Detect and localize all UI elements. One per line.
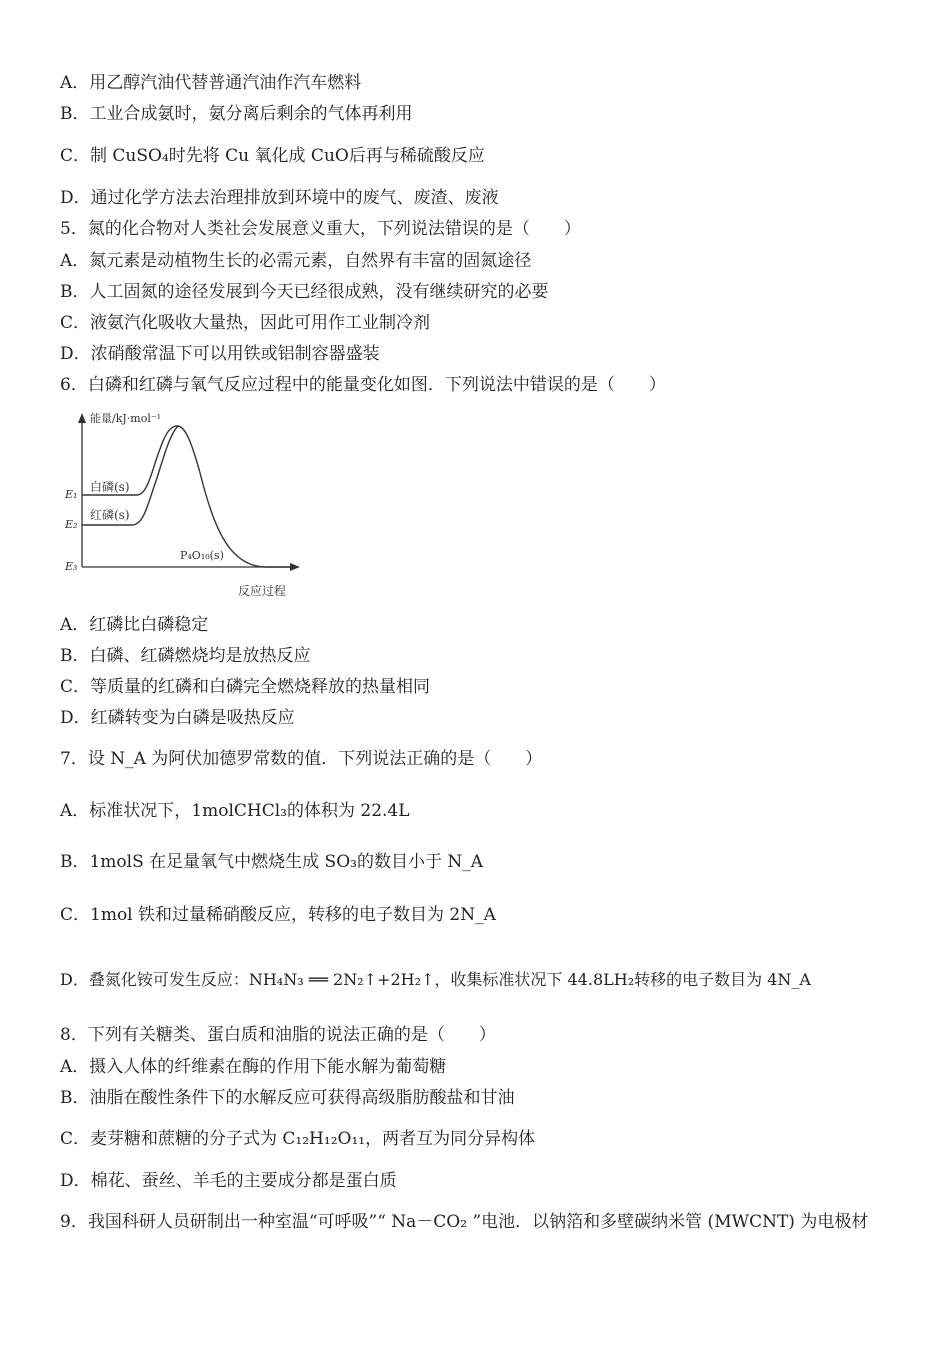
q8-option-a: A．摄入人体的纤维素在酶的作用下能水解为葡萄糖 <box>60 1057 447 1077</box>
white-p-curve <box>82 426 294 567</box>
q9-stem: 9．我国科研人员研制出一种室温“可呼吸”“ Na－CO₂ ”电池．以钠箔和多壁碳纳米管 (MWCNT) 为电极材 <box>60 1212 869 1232</box>
q6-option-a: A．红磷比白磷稳定 <box>60 615 209 635</box>
energy-diagram <box>62 405 312 600</box>
q6-option-d: D．红磷转变为白磷是吸热反应 <box>60 708 295 728</box>
q8-option-c: C．麦芽糖和蔗糖的分子式为 C₁₂H₁₂O₁₁，两者互为同分异构体 <box>60 1129 536 1149</box>
q4-option-a: A．用乙醇汽油代替普通汽油作汽车燃料 <box>60 73 362 93</box>
q8-option-b: B．油脂在酸性条件下的水解反应可获得高级脂肪酸盐和甘油 <box>60 1088 515 1108</box>
q6-option-c: C．等质量的红磷和白磷完全燃烧释放的热量相同 <box>60 677 431 697</box>
q5-option-b: B．人工固氮的途径发展到今天已经很成熟，没有继续研究的必要 <box>60 282 549 302</box>
q8-option-d: D．棉花、蚕丝、羊毛的主要成分都是蛋白质 <box>60 1171 397 1191</box>
q4-option-c: C．制 CuSO₄时先将 Cu 氧化成 CuO后再与稀硫酸反应 <box>60 146 485 166</box>
q7-option-d: D．叠氮化铵可发生反应：NH₄N₃ ══ 2N₂↑+2H₂↑，收集标准状况下 44.8LH₂转移的电子数目为 4N_A <box>60 970 811 989</box>
red-p-label: 红磷(s) <box>90 508 130 522</box>
q5-option-d: D．浓硝酸常温下可以用铁或铝制容器盛装 <box>60 344 380 364</box>
q7-option-b: B．1molS 在足量氧气中燃烧生成 SO₃的数目小于 N_A <box>60 852 484 872</box>
e2-label: E₂ <box>65 518 78 531</box>
e1-label: E₁ <box>65 488 78 501</box>
e3-label: E₃ <box>65 560 78 573</box>
q6-option-b: B．白磷、红磷燃烧均是放热反应 <box>60 646 311 666</box>
q6-stem: 6．白磷和红磷与氧气反应过程中的能量变化如图．下列说法中错误的是（ ） <box>60 375 666 395</box>
energy-diagram-svg <box>62 405 312 600</box>
q7-option-c: C．1mol 铁和过量稀硝酸反应，转移的电子数目为 2N_A <box>60 905 496 925</box>
white-p-label: 白磷(s) <box>90 480 130 494</box>
q7-option-a: A．标准状况下，1molCHCl₃的体积为 22.4L <box>60 801 410 821</box>
x-axis-label: 反应过程 <box>238 584 287 598</box>
q8-stem: 8．下列有关糖类、蛋白质和油脂的说法正确的是（ ） <box>60 1025 496 1045</box>
product-label: P₄O₁₀(s) <box>180 549 224 562</box>
q5-option-c: C．液氨汽化吸收大量热，因此可用作工业制冷剂 <box>60 313 431 333</box>
q4-option-b: B．工业合成氨时，氨分离后剩余的气体再利用 <box>60 104 413 124</box>
q5-option-a: A．氮元素是动植物生长的必需元素，自然界有丰富的固氮途径 <box>60 251 532 271</box>
q4-option-d: D．通过化学方法去治理排放到环境中的废气、废渣、废液 <box>60 188 499 208</box>
q5-stem: 5．氮的化合物对人类社会发展意义重大，下列说法错误的是（ ） <box>60 219 581 239</box>
q7-stem: 7．设 N_A 为阿伏加德罗常数的值．下列说法正确的是（ ） <box>60 749 543 769</box>
y-axis-label: 能量/kJ·mol⁻¹ <box>90 412 162 425</box>
y-axis-arrow <box>78 413 86 423</box>
